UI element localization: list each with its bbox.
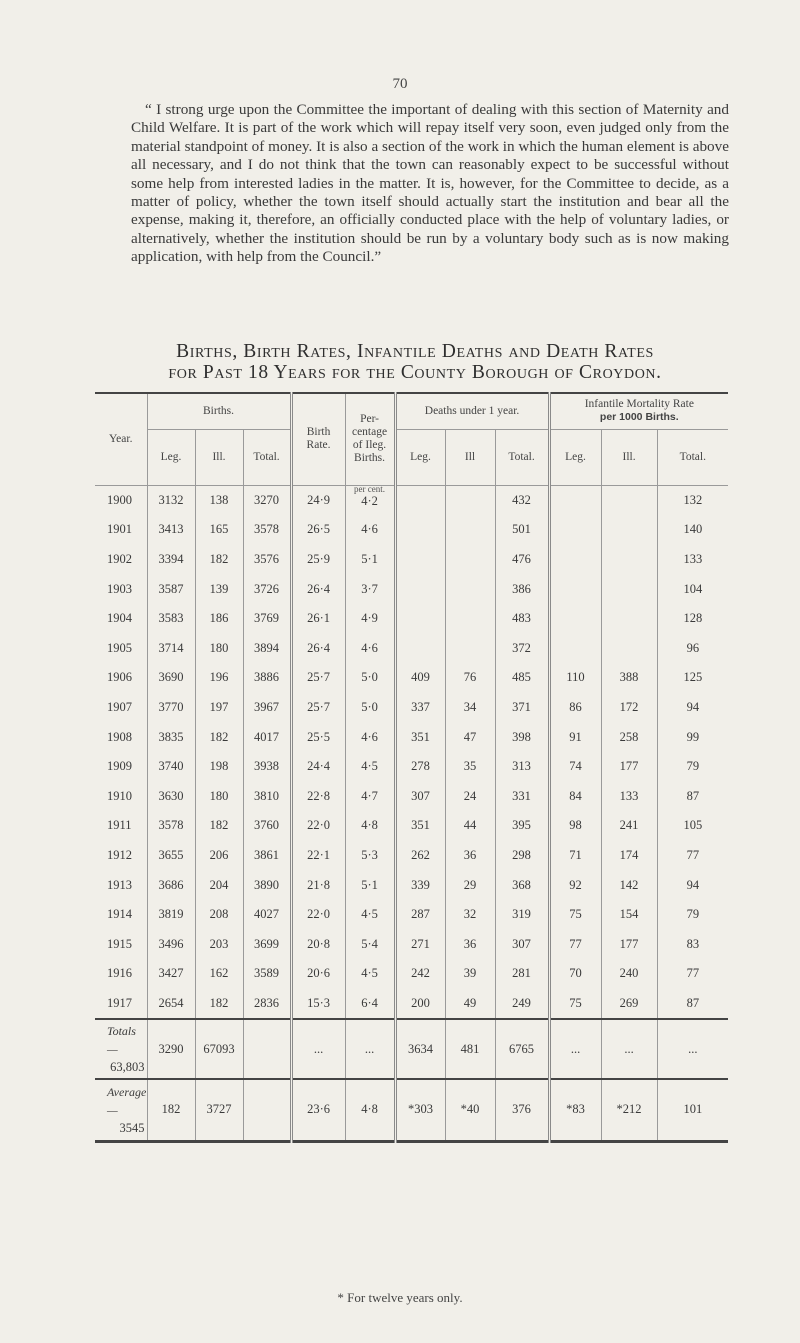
cell-mortality-ill: 241 xyxy=(601,811,657,841)
cell-birth-rate: 26·5 xyxy=(291,515,345,545)
table-row xyxy=(95,693,728,723)
cell-births-ill: 204 xyxy=(195,870,243,900)
cell-birth-rate: 20·8 xyxy=(291,929,345,959)
table-row xyxy=(95,545,728,575)
header-infantile-mortality xyxy=(549,393,728,429)
cell-percentage: 5·4 xyxy=(345,929,395,959)
cell-mortality-ill: 133 xyxy=(601,781,657,811)
cell-deaths-total: 485 xyxy=(495,663,549,693)
cell-deaths-total: 501 xyxy=(495,515,549,545)
cell-mortality-leg xyxy=(549,604,601,634)
table-title xyxy=(100,341,730,383)
cell-birth-rate: 26·1 xyxy=(291,604,345,634)
cell-year: 1902 xyxy=(107,551,132,566)
cell-births-leg: 3496 xyxy=(147,929,195,959)
cell-births-ill: 182 xyxy=(195,545,243,575)
totals-row xyxy=(95,1019,728,1079)
cell-birth-rate: 22·8 xyxy=(291,781,345,811)
cell-mortality-total: 83 xyxy=(657,929,728,959)
totals-mortality-total: ... xyxy=(657,1019,728,1079)
totals-cell xyxy=(95,1019,147,1079)
cell-deaths-total: 398 xyxy=(495,722,549,752)
cell-mortality-total: 79 xyxy=(657,752,728,782)
cell-year: 1906 xyxy=(107,670,132,685)
totals-label: Totals— xyxy=(107,1024,136,1057)
cell-deaths-total: 371 xyxy=(495,693,549,723)
header-birth-rate: Birth Rate. xyxy=(291,393,345,485)
table-row xyxy=(95,485,728,515)
cell-deaths-leg: 351 xyxy=(395,811,445,841)
cell-deaths-ill xyxy=(445,515,495,545)
cell-deaths-leg: 351 xyxy=(395,722,445,752)
cell-mortality-ill: 154 xyxy=(601,900,657,930)
cell-deaths-ill: 34 xyxy=(445,693,495,723)
average-deaths-ill: *40 xyxy=(445,1079,495,1141)
births-deaths-table xyxy=(95,392,728,1143)
cell-births-ill: 139 xyxy=(195,574,243,604)
cell-birth-rate: 24·4 xyxy=(291,752,345,782)
cell-deaths-ill: 44 xyxy=(445,811,495,841)
cell-percentage: 6·4 xyxy=(345,989,395,1020)
cell-births-ill: 180 xyxy=(195,781,243,811)
cell-percentage: 5·3 xyxy=(345,841,395,871)
cell-deaths-ill xyxy=(445,574,495,604)
cell-deaths-total: 281 xyxy=(495,959,549,989)
cell-birth-rate: 25·9 xyxy=(291,545,345,575)
cell-deaths-total: 331 xyxy=(495,781,549,811)
table-row xyxy=(95,722,728,752)
cell-year: 1903 xyxy=(107,581,132,596)
average-birth-rate: 23·6 xyxy=(291,1079,345,1141)
table-row xyxy=(95,604,728,634)
header-infantile-title: Infantile Mortality Rate xyxy=(584,398,694,411)
cell-year: 1911 xyxy=(107,818,132,833)
cell-births-total: 3810 xyxy=(243,781,291,811)
totals-mortality-leg: ... xyxy=(549,1019,601,1079)
cell-percentage: 4·8 xyxy=(345,811,395,841)
table-title-line-1: Births, Birth Rates, Infantile Deaths and Death Rates xyxy=(176,341,654,362)
cell-mortality-total: 140 xyxy=(657,515,728,545)
header-births-ill: Ill. xyxy=(195,429,243,485)
cell-births-ill: 208 xyxy=(195,900,243,930)
cell-birth-rate: 25·7 xyxy=(291,663,345,693)
cell-percentage: 4·6 xyxy=(345,722,395,752)
cell-birth-rate: 15·3 xyxy=(291,989,345,1020)
cell-year: 1916 xyxy=(107,966,132,981)
cell-births-ill: 182 xyxy=(195,989,243,1020)
header-percentage: Per- centage of Ileg. Births. xyxy=(345,393,395,485)
cell-percentage xyxy=(345,485,395,515)
cell-deaths-ill: 32 xyxy=(445,900,495,930)
cell-births-leg: 3394 xyxy=(147,545,195,575)
cell-deaths-total: 432 xyxy=(495,485,549,515)
cell-year: 1912 xyxy=(107,847,132,862)
cell-mortality-leg: 75 xyxy=(549,989,601,1020)
cell-birth-rate: 22·0 xyxy=(291,900,345,930)
average-leg: 3545 xyxy=(119,1120,145,1135)
cell-year: 1917 xyxy=(107,995,132,1010)
cell-mortality-leg: 71 xyxy=(549,841,601,871)
cell-deaths-total: 386 xyxy=(495,574,549,604)
cell-mortality-total: 87 xyxy=(657,989,728,1020)
cell-births-total: 3890 xyxy=(243,870,291,900)
cell-births-leg: 3583 xyxy=(147,604,195,634)
average-label: Average— xyxy=(107,1084,147,1117)
table-row xyxy=(95,781,728,811)
cell-births-total: 3699 xyxy=(243,929,291,959)
cell-birth-rate: 25·7 xyxy=(291,693,345,723)
totals-ill: 3290 xyxy=(147,1019,195,1079)
cell-mortality-total: 79 xyxy=(657,900,728,930)
cell-mortality-total: 128 xyxy=(657,604,728,634)
cell-mortality-leg: 92 xyxy=(549,870,601,900)
table-row xyxy=(95,633,728,663)
cell-deaths-ill xyxy=(445,604,495,634)
cell-percentage: 3·7 xyxy=(345,574,395,604)
average-percentage: 4·8 xyxy=(345,1079,395,1141)
cell-birth-rate: 22·1 xyxy=(291,841,345,871)
cell-deaths-total: 307 xyxy=(495,929,549,959)
cell-mortality-leg xyxy=(549,515,601,545)
cell-percentage: 5·0 xyxy=(345,663,395,693)
table-row xyxy=(95,989,728,1020)
cell-deaths-leg xyxy=(395,604,445,634)
cell-deaths-leg: 200 xyxy=(395,989,445,1020)
table-row xyxy=(95,959,728,989)
cell-percentage: 5·1 xyxy=(345,545,395,575)
cell-deaths-leg: 278 xyxy=(395,752,445,782)
cell-births-total: 3769 xyxy=(243,604,291,634)
cell-mortality-ill: 142 xyxy=(601,870,657,900)
table-row xyxy=(95,929,728,959)
cell-mortality-leg: 77 xyxy=(549,929,601,959)
cell-percentage: 4·5 xyxy=(345,752,395,782)
cell-mortality-ill: 269 xyxy=(601,989,657,1020)
cell-percentage: 5·1 xyxy=(345,870,395,900)
cell-mortality-ill xyxy=(601,574,657,604)
cell-birth-rate: 22·0 xyxy=(291,811,345,841)
cell-mortality-ill: 388 xyxy=(601,663,657,693)
cell-deaths-total: 395 xyxy=(495,811,549,841)
cell-year: 1900 xyxy=(107,492,132,507)
cell-deaths-total: 368 xyxy=(495,870,549,900)
cell-percentage: 4·6 xyxy=(345,633,395,663)
cell-birth-rate: 24·9 xyxy=(291,485,345,515)
cell-mortality-leg: 74 xyxy=(549,752,601,782)
totals-percentage: ... xyxy=(345,1019,395,1079)
cell-percentage: 4·6 xyxy=(345,515,395,545)
cell-births-total: 4017 xyxy=(243,722,291,752)
cell-year: 1910 xyxy=(107,788,132,803)
cell-deaths-ill: 76 xyxy=(445,663,495,693)
cell-mortality-total: 87 xyxy=(657,781,728,811)
cell-year: 1907 xyxy=(107,699,132,714)
table-row xyxy=(95,574,728,604)
cell-births-ill: 138 xyxy=(195,485,243,515)
cell-deaths-total: 298 xyxy=(495,841,549,871)
cell-mortality-total: 94 xyxy=(657,870,728,900)
cell-deaths-ill: 49 xyxy=(445,989,495,1020)
cell-deaths-leg: 307 xyxy=(395,781,445,811)
average-deaths-total: 376 xyxy=(495,1079,549,1141)
cell-mortality-leg xyxy=(549,633,601,663)
cell-deaths-leg xyxy=(395,574,445,604)
cell-mortality-leg: 86 xyxy=(549,693,601,723)
average-deaths-leg: *303 xyxy=(395,1079,445,1141)
cell-mortality-leg xyxy=(549,485,601,515)
average-mortality-ill: *212 xyxy=(601,1079,657,1141)
cell-births-leg: 3655 xyxy=(147,841,195,871)
cell-births-total: 3861 xyxy=(243,841,291,871)
quote-paragraph xyxy=(131,101,729,267)
cell-mortality-total: 105 xyxy=(657,811,728,841)
cell-births-ill: 182 xyxy=(195,722,243,752)
cell-year: 1904 xyxy=(107,611,132,626)
cell-mortality-leg: 98 xyxy=(549,811,601,841)
cell-births-leg: 3132 xyxy=(147,485,195,515)
cell-mortality-total: 133 xyxy=(657,545,728,575)
cell-mortality-ill: 258 xyxy=(601,722,657,752)
table-row xyxy=(95,663,728,693)
totals-deaths-total: 6765 xyxy=(495,1019,549,1079)
cell-births-total: 3938 xyxy=(243,752,291,782)
cell-mortality-leg xyxy=(549,545,601,575)
average-spacer xyxy=(243,1079,291,1141)
cell-births-total: 3967 xyxy=(243,693,291,723)
cell-deaths-leg: 262 xyxy=(395,841,445,871)
cell-deaths-ill: 39 xyxy=(445,959,495,989)
page-number: 70 xyxy=(392,76,408,92)
average-ill: 182 xyxy=(147,1079,195,1141)
cell-births-leg: 3690 xyxy=(147,663,195,693)
cell-year: 1905 xyxy=(107,640,132,655)
average-mortality-leg: *83 xyxy=(549,1079,601,1141)
cell-deaths-ill: 47 xyxy=(445,722,495,752)
table-row xyxy=(95,811,728,841)
cell-deaths-leg xyxy=(395,633,445,663)
cell-births-total: 3270 xyxy=(243,485,291,515)
cell-birth-rate: 21·8 xyxy=(291,870,345,900)
table-row xyxy=(95,841,728,871)
cell-deaths-ill xyxy=(445,485,495,515)
cell-year: 1915 xyxy=(107,936,132,951)
cell-births-ill: 186 xyxy=(195,604,243,634)
average-row xyxy=(95,1079,728,1141)
cell-deaths-total: 249 xyxy=(495,989,549,1020)
cell-births-total: 3726 xyxy=(243,574,291,604)
cell-mortality-total: 132 xyxy=(657,485,728,515)
header-mortality-ill: Ill. xyxy=(601,429,657,485)
cell-deaths-leg xyxy=(395,545,445,575)
cell-mortality-ill xyxy=(601,485,657,515)
cell-mortality-ill xyxy=(601,545,657,575)
header-births-leg: Leg. xyxy=(147,429,195,485)
cell-deaths-leg xyxy=(395,485,445,515)
cell-birth-rate: 26·4 xyxy=(291,574,345,604)
cell-deaths-total: 319 xyxy=(495,900,549,930)
header-year: Year. xyxy=(95,393,147,485)
cell-deaths-total: 372 xyxy=(495,633,549,663)
cell-births-leg: 3630 xyxy=(147,781,195,811)
cell-births-total: 3886 xyxy=(243,663,291,693)
average-total: 3727 xyxy=(195,1079,243,1141)
table-summary xyxy=(95,1019,728,1141)
cell-deaths-total: 476 xyxy=(495,545,549,575)
cell-mortality-leg: 75 xyxy=(549,900,601,930)
cell-births-leg: 3740 xyxy=(147,752,195,782)
cell-births-ill: 206 xyxy=(195,841,243,871)
cell-deaths-ill: 29 xyxy=(445,870,495,900)
cell-mortality-total: 77 xyxy=(657,959,728,989)
table-row xyxy=(95,870,728,900)
cell-births-leg: 2654 xyxy=(147,989,195,1020)
cell-births-leg: 3714 xyxy=(147,633,195,663)
cell-births-leg: 3686 xyxy=(147,870,195,900)
cell-births-leg: 3578 xyxy=(147,811,195,841)
cell-mortality-total: 96 xyxy=(657,633,728,663)
cell-mortality-ill xyxy=(601,604,657,634)
cell-deaths-leg: 409 xyxy=(395,663,445,693)
cell-mortality-ill: 240 xyxy=(601,959,657,989)
cell-births-total: 3576 xyxy=(243,545,291,575)
header-mortality-total: Total. xyxy=(657,429,728,485)
cell-birth-rate: 20·6 xyxy=(291,959,345,989)
totals-birth-rate xyxy=(243,1019,291,1079)
cell-mortality-ill: 177 xyxy=(601,752,657,782)
cell-birth-rate: 26·4 xyxy=(291,633,345,663)
totals-total: 67093 xyxy=(195,1019,243,1079)
cell-births-leg: 3770 xyxy=(147,693,195,723)
average-mortality-total: 101 xyxy=(657,1079,728,1141)
cell-mortality-ill: 177 xyxy=(601,929,657,959)
cell-births-ill: 180 xyxy=(195,633,243,663)
cell-mortality-total: 94 xyxy=(657,693,728,723)
cell-births-ill: 203 xyxy=(195,929,243,959)
cell-deaths-total: 483 xyxy=(495,604,549,634)
cell-deaths-ill: 36 xyxy=(445,841,495,871)
cell-mortality-ill: 172 xyxy=(601,693,657,723)
totals-deaths-ill: 481 xyxy=(445,1019,495,1079)
cell-mortality-total: 125 xyxy=(657,663,728,693)
cell-births-ill: 198 xyxy=(195,752,243,782)
cell-year: 1913 xyxy=(107,877,132,892)
cell-mortality-ill xyxy=(601,515,657,545)
quote-text: “ I strong urge upon the Committee the important of dealing with this section of Maternity and Child Welfare. It is part of the work which will repay itself very soon, even judged only from the material standpoint of money. It is also a section of the work in which the human element is above all necessary, and I do not think that the town can reasonably expect to be successful without some help from interested ladies in the matter. It is, however, for the Committee to decide, as a matter of policy, whether the town itself should actually start the institution and bear all the expense, making it, therefore, an officially conducted place with the help of voluntary ladies, or alternatively, whether the institution should be run by a voluntary body such as is now making application, with help from the Council.” xyxy=(131,101,729,266)
cell-births-leg: 3587 xyxy=(147,574,195,604)
percentage-value: 4·2 xyxy=(361,494,378,509)
totals-mortality-ill: ... xyxy=(601,1019,657,1079)
header-births-total: Total. xyxy=(243,429,291,485)
totals-deaths-leg: 3634 xyxy=(395,1019,445,1079)
cell-percentage: 4·9 xyxy=(345,604,395,634)
cell-deaths-leg: 271 xyxy=(395,929,445,959)
cell-deaths-ill: 36 xyxy=(445,929,495,959)
cell-deaths-ill xyxy=(445,545,495,575)
cell-births-total: 2836 xyxy=(243,989,291,1020)
cell-deaths-leg: 287 xyxy=(395,900,445,930)
table-body xyxy=(95,485,728,1019)
cell-birth-rate: 25·5 xyxy=(291,722,345,752)
cell-births-leg: 3819 xyxy=(147,900,195,930)
totals-birth-rate-value: ... xyxy=(291,1019,345,1079)
cell-births-ill: 182 xyxy=(195,811,243,841)
cell-percentage: 4·7 xyxy=(345,781,395,811)
cell-year: 1914 xyxy=(107,907,132,922)
cell-births-total: 4027 xyxy=(243,900,291,930)
table-row xyxy=(95,752,728,782)
cell-year: 1908 xyxy=(107,729,132,744)
cell-births-leg: 3835 xyxy=(147,722,195,752)
header-births: Births. xyxy=(147,393,291,429)
cell-mortality-ill: 174 xyxy=(601,841,657,871)
table-title-line-2: for Past 18 Years for the County Borough of Croydon. xyxy=(168,362,662,383)
cell-births-leg: 3427 xyxy=(147,959,195,989)
cell-deaths-leg: 339 xyxy=(395,870,445,900)
cell-mortality-leg: 70 xyxy=(549,959,601,989)
cell-births-total: 3894 xyxy=(243,633,291,663)
cell-deaths-ill xyxy=(445,633,495,663)
cell-births-ill: 196 xyxy=(195,663,243,693)
average-cell xyxy=(95,1079,147,1141)
cell-mortality-leg xyxy=(549,574,601,604)
cell-mortality-total: 77 xyxy=(657,841,728,871)
header-deaths-leg: Leg. xyxy=(395,429,445,485)
cell-percentage: 4·5 xyxy=(345,900,395,930)
cell-deaths-ill: 35 xyxy=(445,752,495,782)
cell-births-leg: 3413 xyxy=(147,515,195,545)
cell-births-total: 3589 xyxy=(243,959,291,989)
cell-births-total: 3578 xyxy=(243,515,291,545)
cell-mortality-leg: 84 xyxy=(549,781,601,811)
header-deaths: Deaths under 1 year. xyxy=(395,393,549,429)
footnote: * For twelve years only. xyxy=(337,1290,463,1305)
percent-note: per cent. xyxy=(354,484,386,495)
cell-births-ill: 165 xyxy=(195,515,243,545)
cell-deaths-ill: 24 xyxy=(445,781,495,811)
table-row xyxy=(95,515,728,545)
cell-deaths-total: 313 xyxy=(495,752,549,782)
cell-births-total: 3760 xyxy=(243,811,291,841)
cell-births-ill: 197 xyxy=(195,693,243,723)
header-deaths-ill: Ill xyxy=(445,429,495,485)
table-row xyxy=(95,900,728,930)
cell-mortality-total: 99 xyxy=(657,722,728,752)
cell-year: 1901 xyxy=(107,522,132,537)
cell-births-ill: 162 xyxy=(195,959,243,989)
cell-year: 1909 xyxy=(107,759,132,774)
cell-mortality-ill xyxy=(601,633,657,663)
header-infantile-sub: per 1000 Births. xyxy=(599,411,679,424)
cell-mortality-leg: 110 xyxy=(549,663,601,693)
cell-deaths-leg xyxy=(395,515,445,545)
cell-mortality-total: 104 xyxy=(657,574,728,604)
cell-deaths-leg: 337 xyxy=(395,693,445,723)
header-deaths-total: Total. xyxy=(495,429,549,485)
header-mortality-leg: Leg. xyxy=(549,429,601,485)
cell-percentage: 5·0 xyxy=(345,693,395,723)
cell-percentage: 4·5 xyxy=(345,959,395,989)
cell-mortality-leg: 91 xyxy=(549,722,601,752)
totals-leg: 63,803 xyxy=(110,1060,145,1075)
cell-deaths-leg: 242 xyxy=(395,959,445,989)
